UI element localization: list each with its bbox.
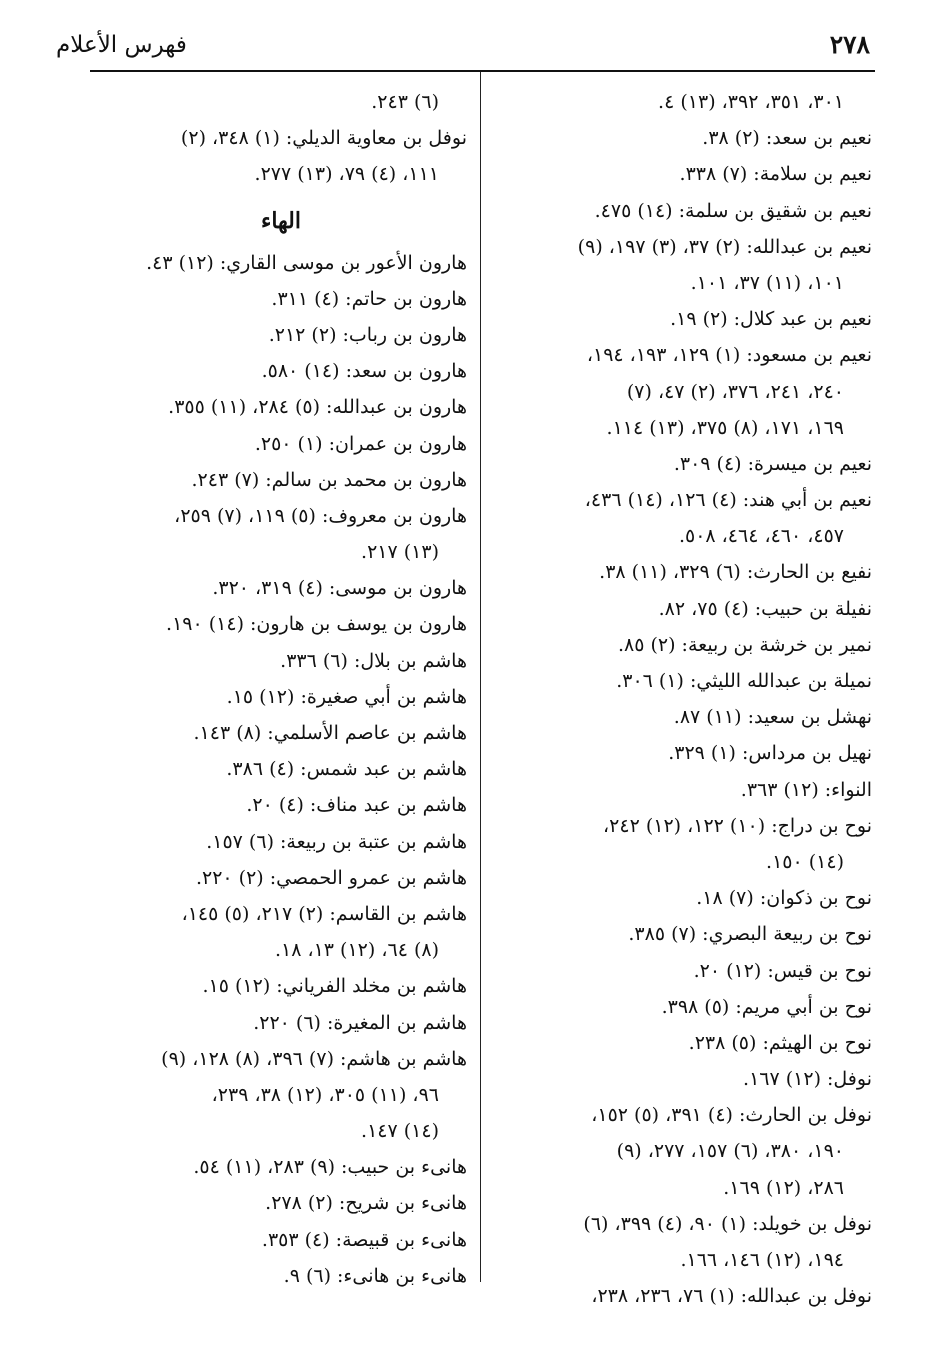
index-entry: هاشم بن بلال: (٦) ٣٣٦.	[280, 649, 467, 672]
index-entry: هانىء بن قبيصة: (٤) ٣٥٣.	[261, 1228, 467, 1251]
index-entry: النواء: (١٢) ٣٦٣.	[740, 778, 872, 801]
index-entry: نعيم بن مسعود: (١) ١٢٩، ١٩٣، ١٩٤،	[586, 344, 872, 367]
page-header	[50, 30, 870, 68]
index-entry: نفيلة بن حبيب: (٤) ٧٥، ٨٢.	[658, 597, 872, 620]
index-entry: هارون الأعور بن موسى القاري: (١٢) ٤٣.	[146, 251, 467, 274]
index-column-left	[95, 84, 467, 1294]
index-entry: هاشم بن مخلد الفرياني: (١٢) ١٥.	[202, 975, 467, 998]
index-entry: نفيع بن الحارث: (٦) ٣٢٩، (١١) ٣٨.	[599, 561, 872, 584]
index-entry-continuation: ٤٥٧، ٤٦٠، ٤٦٤، ٥٠٨.	[678, 525, 844, 548]
index-entry: نوفل بن معاوية الديلي: (١) ٣٤٨، (٢)	[180, 127, 467, 150]
index-entry: هارون بن يوسف بن هارون: (١٤) ١٩٠.	[166, 613, 467, 636]
index-column-right	[490, 84, 872, 1314]
index-entry: هاشم بن عاصم الأسلمي: (٨) ١٤٣.	[193, 722, 467, 744]
index-entry: نوح بن الهيثم: (٥) ٢٣٨.	[688, 1031, 872, 1054]
index-entry: نهشل بن سعيد: (١١) ٨٧.	[673, 706, 872, 729]
index-entry: هاشم بن القاسم: (٢) ٢١٧، (٥) ١٤٥،	[181, 902, 467, 925]
index-entry: نوفل بن عبدالله: (١) ٧٦، ٢٣٦، ٢٣٨،	[591, 1285, 872, 1308]
index-entry: نعيم بن ميسرة: (٤) ٣٠٩.	[673, 452, 872, 475]
index-entry: نعيم بن عبد كلال: (٢) ١٩.	[670, 308, 872, 331]
index-entry: هارون بن معروف: (٥) ١١٩، (٧) ٢٥٩،	[174, 504, 467, 527]
index-entry: نوح بن ذكوان: (٧) ١٨.	[696, 887, 872, 910]
index-entry-continuation: (١٣) ٢١٧.	[361, 541, 439, 564]
index-entry: نوح بن قيس: (١٢) ٢٠.	[693, 959, 872, 982]
index-entries-bottom	[95, 245, 467, 1294]
index-entry-continuation: (١٤) ١٥٠.	[766, 850, 844, 873]
index-entry: هانىء بن شريح: (٢) ٢٧٨.	[265, 1192, 467, 1215]
index-entry: نعيم بن شقيق بن سلمة: (١٤) ٤٧٥.	[594, 199, 872, 222]
index-entry-continuation: ٣٠١، ٣٥١، ٣٩٢، (١٣) ٤.	[658, 91, 844, 113]
index-entry: هانىء بن حبيب: (٩) ٢٨٣، (١١) ٥٤.	[193, 1156, 467, 1179]
header-rule	[90, 70, 875, 72]
index-entry-continuation: ٩٦، (١١) ٣٠٥، (١٢) ٣٨، ٢٣٩،	[211, 1083, 439, 1106]
index-entry-continuation: ٢٨٦، (١٢) ١٦٩.	[723, 1176, 844, 1199]
index-entry-continuation: (٨) ٦٤، (١٢) ١٣، ١٨.	[274, 939, 439, 962]
index-entry: هاشم بن عتبة بن ربيعة: (٦) ١٥٧.	[206, 830, 467, 853]
index-entry-continuation: ١٩٤، (١٢) ١٤٦، ١٦٦.	[680, 1249, 844, 1271]
index-entry: نعيم بن سلامة: (٧) ٣٣٨.	[679, 163, 872, 186]
page-number: ٢٧٨	[829, 30, 870, 59]
running-header-title: فهرس الأعلام	[56, 32, 187, 58]
index-entry: نعيم بن أبي هند: (٤) ١٢٦، (١٤) ٤٣٦،	[584, 489, 872, 512]
index-entry-continuation: (١٤) ١٤٧.	[361, 1120, 439, 1143]
index-entry: نهيل بن مرداس: (١) ٣٢٩.	[668, 742, 872, 765]
section-heading: الهاء	[260, 207, 301, 234]
index-entry: هارون بن عبدالله: (٥) ٢٨٤، (١١) ٣٥٥.	[168, 396, 467, 419]
index-entry: هاشم بن هاشم: (٧) ٣٩٦، (٨) ١٢٨، (٩)	[161, 1047, 467, 1070]
index-entry: هاشم بن عبد مناف: (٤) ٢٠.	[246, 794, 467, 817]
index-entry: نميلة بن عبدالله الليثي: (١) ٣٠٦.	[616, 670, 872, 692]
index-entry: نوح بن ربيعة البصري: (٧) ٣٨٥.	[628, 923, 872, 946]
index-entry: هارون بن حاتم: (٤) ٣١١.	[271, 287, 467, 310]
index-entry: نوح بن دراج: (١٠) ١٢٢، (١٢) ٢٤٢،	[603, 814, 872, 837]
index-entry: هارون بن محمد بن سالم: (٧) ٢٤٣.	[191, 468, 467, 491]
index-entry: هاشم بن أبي صغيرة: (١٢) ١٥.	[226, 685, 467, 708]
index-entry: نعيم بن عبدالله: (٢) ٣٧، (٣) ١٩٧، (٩)	[577, 235, 872, 258]
index-entry: هاشم بن عبد شمس: (٤) ٣٨٦.	[226, 758, 467, 781]
index-entry: هارون بن موسى: (٤) ٣١٩، ٣٢٠.	[212, 577, 467, 600]
index-entry-continuation: ٢٤٠، ٢٤١، ٣٧٦، (٢) ٤٧، (٧)	[626, 380, 844, 403]
index-entry-continuation: ١٦٩، ١٧١، (٨) ٣٧٥، (١٣) ١١٤.	[606, 416, 844, 439]
index-entry-continuation: (٦) ٢٤٣.	[371, 91, 439, 113]
index-entry-continuation: ١١١، (٤) ٧٩، (١٣) ٢٧٧.	[254, 163, 439, 186]
index-entry: نوح بن أبي مريم: (٥) ٣٩٨.	[661, 995, 872, 1018]
index-entry-continuation: ١٠١، (١١) ٣٧، ١٠١.	[690, 271, 844, 294]
index-entry: نوفل: (١٢) ١٦٧.	[743, 1068, 872, 1091]
index-entry: نمير بن خرشة بن ربيعة: (٢) ٨٥.	[617, 633, 872, 656]
index-entry: نوفل بن الحارث: (٤) ٣٩١، (٥) ١٥٢،	[591, 1104, 872, 1127]
index-entry: نعيم بن سعد: (٢) ٣٨.	[702, 127, 872, 150]
index-entry-continuation: ١٩٠، ٣٨٠، (٦) ١٥٧، ٢٧٧، (٩)	[616, 1140, 844, 1163]
index-entry: هارون بن عمران: (١) ٢٥٠.	[254, 432, 467, 455]
index-entry: هاشم بن المغيرة: (٦) ٢٢٠.	[253, 1011, 467, 1034]
index-entry: هارون بن سعد: (١٤) ٥٨٠.	[261, 360, 467, 383]
index-entry: هاشم بن عمرو الحمصي: (٢) ٢٢٠.	[195, 866, 467, 889]
index-entries-top	[95, 84, 467, 193]
column-divider	[480, 72, 481, 1282]
index-entry: نوفل بن خويلد: (١) ٩٠، (٤) ٣٩٩، (٦)	[583, 1212, 872, 1235]
index-entry: هانىء بن هانىء: (٦) ٩.	[283, 1264, 467, 1287]
index-entry: هارون بن رباب: (٢) ٢١٢.	[268, 323, 467, 346]
